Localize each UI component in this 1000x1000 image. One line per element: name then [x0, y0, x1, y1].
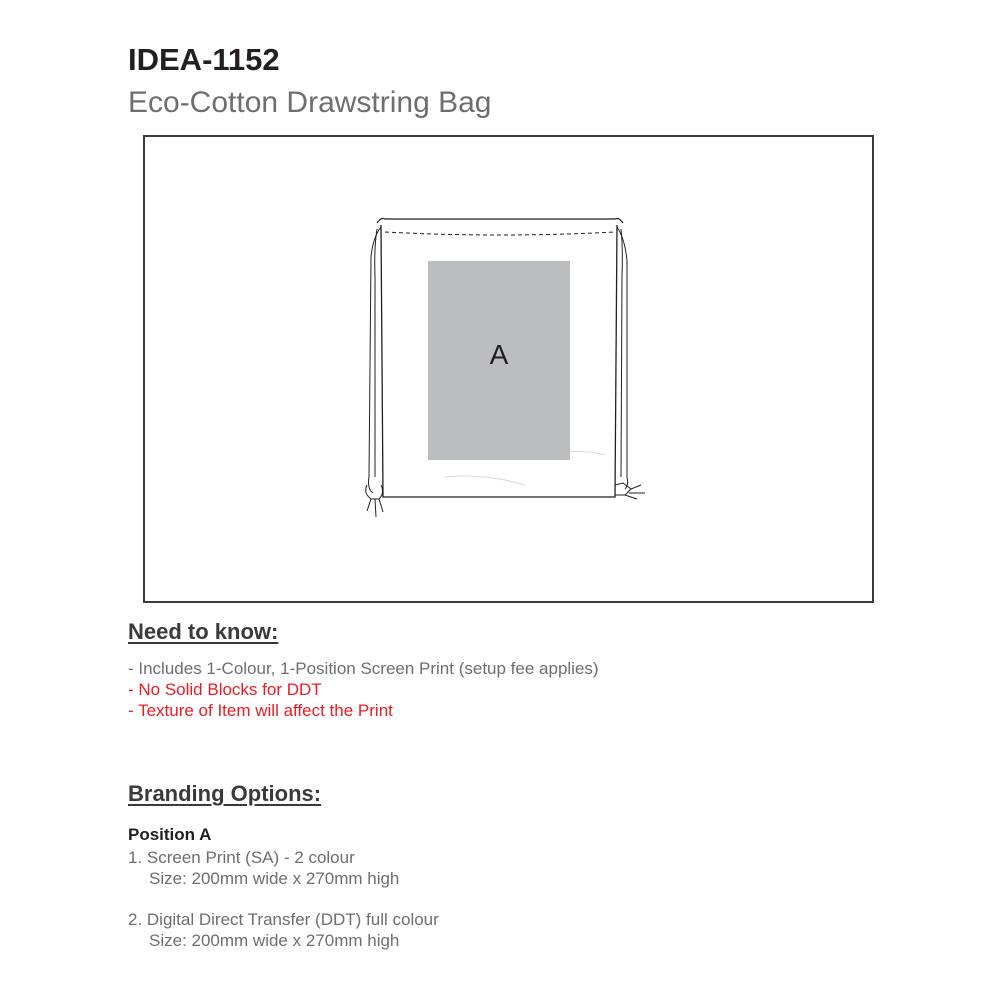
- branding-option-size: Size: 200mm wide x 270mm high: [149, 931, 400, 950]
- need-to-know-warning: - No Solid Blocks for DDT: [128, 680, 322, 699]
- branding-option-method: 2. Digital Direct Transfer (DDT) full colour: [128, 910, 439, 929]
- print-area-label: A: [489, 339, 509, 370]
- position-a-heading: Position A: [128, 825, 212, 844]
- product-code: IDEA-1152: [128, 42, 280, 77]
- print-area-a: [428, 261, 570, 460]
- branding-option-size: Size: 200mm wide x 270mm high: [149, 869, 400, 888]
- branding-option-method: 1. Screen Print (SA) - 2 colour: [128, 848, 355, 867]
- product-image-frame: [143, 135, 874, 603]
- need-to-know-item: - Includes 1-Colour, 1-Position Screen Print (setup fee applies): [128, 659, 599, 678]
- need-to-know-warning: - Texture of Item will affect the Print: [128, 701, 393, 720]
- branding-options-heading: Branding Options:: [128, 781, 322, 806]
- product-name: Eco-Cotton Drawstring Bag: [128, 86, 492, 119]
- need-to-know-heading: Need to know:: [128, 619, 279, 644]
